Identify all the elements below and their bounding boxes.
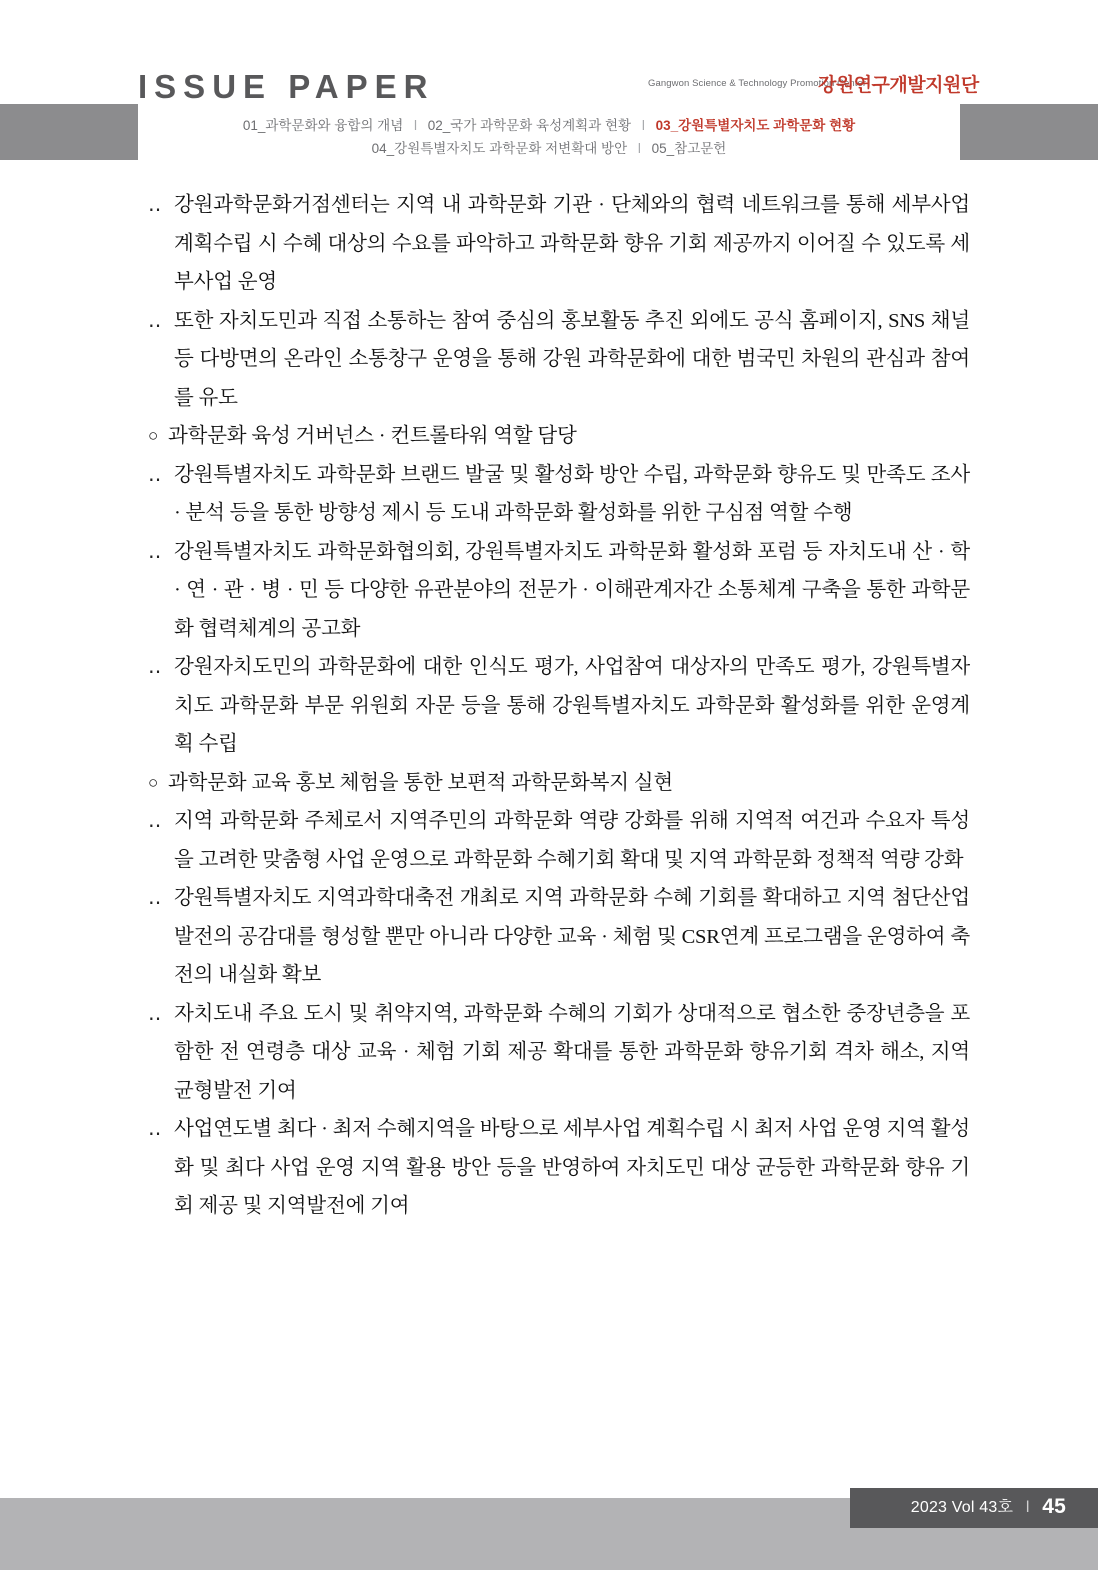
breadcrumb-row-1 xyxy=(138,114,960,134)
nav-item-05[interactable]: 05_참고문헌 xyxy=(651,141,727,156)
list-item xyxy=(0,417,1098,456)
bullet-marker: ‥ xyxy=(148,463,162,486)
bullet-marker: ‥ xyxy=(148,1002,162,1025)
page-number: 45 xyxy=(1042,1495,1066,1518)
list-item-text: 강원특별자치도 과학문화 브랜드 발굴 및 활성화 방안 수립, 과학문화 향유도 및 만족도 조사 · 분석 등을 통한 방향성 제시 등 도내 과학문화 활성화를 위한 구심점 역할 수행 xyxy=(174,463,970,524)
nav-item-02[interactable]: 02_국가 과학문화 육성계획과 현황 xyxy=(427,118,632,133)
list-item-text: 자치도내 주요 도시 및 취약지역, 과학문화 수혜의 기회가 상대적으로 협소한 중장년층을 포함한 전 연령층 대상 교육 · 체험 기회 제공 확대를 통한 과학문화 향유기회 격차 해소, 지역 균형발전 기여 xyxy=(174,1002,970,1102)
list-item-text: 사업연도별 최다 · 최저 수혜지역을 바탕으로 세부사업 계획수립 시 최저 사업 운영 지역 활성화 및 최다 사업 운영 지역 활용 방안 등을 반영하여 자치도민 대상 균등한 과학문화 향유 기회 제공 및 지역발전에 기여 xyxy=(174,1118,970,1217)
footer-separator: l xyxy=(1025,1499,1030,1516)
bullet-marker: ‥ xyxy=(148,194,162,216)
nav-separator: l xyxy=(641,118,645,133)
organization-name-en: Gangwon Science & Technology Promotion Center xyxy=(648,78,867,89)
bullet-marker: ‥ xyxy=(148,656,162,678)
list-item xyxy=(0,648,1098,764)
bullet-marker: ○ xyxy=(148,772,159,792)
list-item-text: 강원특별자치도 지역과학대축전 개최로 지역 과학문화 수혜 기회를 확대하고 지역 첨단산업 발전의 공감대를 형성할 뿐만 아니라 다양한 교육 · 체험 및 CSR연계 프로그램을 운영하여 축전의 내실화 확보 xyxy=(174,887,970,986)
nav-item-04[interactable]: 04_강원특별자치도 과학문화 저변확대 방안 xyxy=(371,141,628,156)
list-item-text: 지역 과학문화 주체로서 지역주민의 과학문화 역량 강화를 위해 지역적 여건과 수요자 특성을 고려한 맞춤형 사업 운영으로 과학문화 수혜기회 확대 및 지역 과학문화 정책적 역량 강화 xyxy=(174,810,970,871)
organization-name-kr: 강원연구개발지원단 xyxy=(818,75,979,96)
bullet-marker: ‥ xyxy=(148,1118,162,1140)
list-item-text: 과학문화 육성 거버넌스 · 컨트롤타워 역할 담당 xyxy=(168,425,577,447)
publication-title: ISSUE PAPER xyxy=(138,68,435,105)
list-item xyxy=(0,879,1098,995)
list-item-text: 강원특별자치도 과학문화협의회, 강원특별자치도 과학문화 활성화 포럼 등 자치도내 산 · 학 · 연 · 관 · 병 · 민 등 다양한 유관분야의 전문가 · 이해관계자간 소통체계 구축을 통한 과학문화 협력체계의 공고화 xyxy=(174,540,970,640)
list-item xyxy=(0,533,1098,649)
list-item-text: 강원자치도민의 과학문화에 대한 인식도 평가, 사업참여 대상자의 만족도 평가, 강원특별자치도 과학문화 부문 위원회 자문 등을 통해 강원특별자치도 과학문화 활성화를 위한 운영계획 수립 xyxy=(174,656,970,755)
list-item-text: 과학문화 교육 홍보 체험을 통한 보편적 과학문화복지 실현 xyxy=(168,771,673,794)
nav-item-03[interactable]: 03_강원특별자치도 과학문화 현황 xyxy=(655,118,856,133)
nav-separator: l xyxy=(637,141,641,156)
bullet-marker: ○ xyxy=(148,426,159,445)
footer-volume: 2023 Vol 43호 xyxy=(910,1499,1014,1516)
list-item xyxy=(0,802,1098,879)
list-item xyxy=(0,764,1098,803)
document-body xyxy=(0,186,1098,1226)
bullet-marker: ‥ xyxy=(148,540,162,563)
list-item-text: 강원과학문화거점센터는 지역 내 과학문화 기관 · 단체와의 협력 네트워크를 통해 세부사업 계획수립 시 수혜 대상의 수요를 파악하고 과학문화 향유 기회 제공까지 이어질 수 있도록 세부사업 운영 xyxy=(174,194,970,293)
breadcrumb-row-2 xyxy=(138,137,960,157)
list-item-text: 또한 자치도민과 직접 소통하는 참여 중심의 홍보활동 추진 외에도 공식 홈페이지, SNS 채널 등 다방면의 온라인 소통창구 운영을 통해 강원 과학문화에 대한 범국민 차원의 관심과 참여를 유도 xyxy=(174,309,970,409)
nav-separator: l xyxy=(414,118,418,133)
bullet-list xyxy=(0,186,1098,1226)
bullet-marker: ‥ xyxy=(148,887,162,909)
list-item xyxy=(0,186,1098,302)
page-header xyxy=(0,0,1098,160)
list-item xyxy=(0,302,1098,418)
list-item xyxy=(0,1110,1098,1226)
nav-item-01[interactable]: 01_과학문화와 융합의 개념 xyxy=(242,118,404,133)
bullet-marker: ‥ xyxy=(148,810,162,832)
list-item xyxy=(0,995,1098,1111)
bullet-marker: ‥ xyxy=(148,309,162,332)
footer-text xyxy=(911,1494,1066,1519)
list-item xyxy=(0,456,1098,533)
